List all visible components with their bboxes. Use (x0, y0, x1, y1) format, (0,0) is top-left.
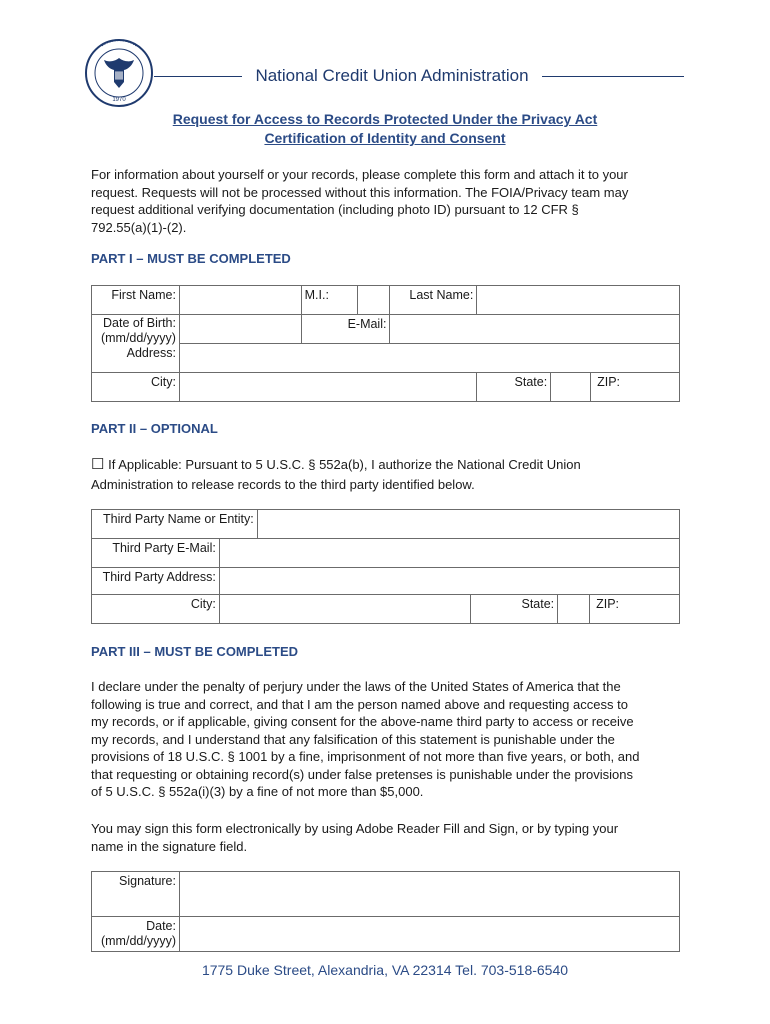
header-org-name: National Credit Union Administration (255, 66, 529, 85)
dob-label-line1: Date of Birth: (103, 316, 176, 330)
form-subtitle: Certification of Identity and Consent (264, 130, 506, 146)
email-label: E-Mail: (301, 315, 390, 344)
date-label-line1: Date: (146, 919, 176, 933)
signature-note-line: You may sign this form electronically by using Adobe Reader Fill and Sign, or by typing your (91, 821, 619, 836)
tp-name-label: Third Party Name or Entity: (92, 510, 258, 539)
part3-heading: PART III – MUST BE COMPLETED (91, 644, 299, 659)
first-name-label: First Name: (92, 286, 180, 315)
date-label-line2: (mm/dd/yyyy) (100, 934, 176, 948)
declaration-line: following is true and correct, and that I am the person named above and requesting access to (91, 696, 628, 712)
tp-zip-cell[interactable] (590, 595, 680, 624)
tp-email-label: Third Party E-Mail: (92, 539, 220, 568)
declaration-line: my records, or if applicable, giving consent for the above-name third party to access or receive (91, 714, 634, 729)
intro-line: request additional verifying documentation (including photo ID) pursuant to 12 CFR § (91, 202, 579, 217)
header-rule-left (154, 76, 242, 77)
mi-field[interactable] (357, 286, 390, 315)
tp-address-label: Third Party Address: (92, 568, 220, 595)
tp-state-label: State: (471, 595, 558, 624)
zip-cell[interactable] (591, 373, 680, 402)
declaration-line: provisions of 18 U.S.C. § 1001 by a fine, imprisonment of not more than five years, or both, and (91, 749, 640, 764)
date-label (92, 917, 180, 952)
tp-city-label: City: (92, 595, 220, 624)
email-field[interactable] (390, 315, 680, 344)
tp-city-field[interactable] (219, 595, 470, 624)
state-field[interactable] (551, 373, 591, 402)
zip-label: ZIP: (597, 375, 621, 389)
tp-address-field[interactable] (219, 568, 679, 595)
declaration-paragraph (91, 678, 681, 801)
part1-heading: PART I – MUST BE COMPLETED (91, 251, 291, 266)
part2-form-table (91, 509, 680, 624)
consent-line: If Applicable: Pursuant to 5 U.S.C. § 552a(b), I authorize the National Credit Union (108, 457, 581, 472)
signature-label: Signature: (92, 872, 180, 917)
address-label: Address: (126, 346, 176, 360)
tp-email-field[interactable] (219, 539, 679, 568)
state-label: State: (477, 373, 551, 402)
address-field[interactable] (179, 344, 679, 373)
declaration-line: I declare under the penalty of perjury under the laws of the United States of America that the (91, 679, 621, 694)
signature-note (91, 820, 681, 855)
ncua-seal-logo (84, 38, 154, 108)
intro-paragraph (91, 166, 681, 236)
signature-note-line: name in the signature field. (91, 838, 248, 854)
city-label: City: (92, 373, 180, 402)
consent-checkbox[interactable]: ☐ (91, 456, 105, 473)
intro-line: request. Requests will not be processed without this information. The FOIA/Privacy team may (91, 184, 629, 200)
date-field[interactable] (179, 917, 679, 952)
city-field[interactable] (179, 373, 476, 402)
declaration-line: my records, and I understand that any falsification of this statement is punishable under the (91, 731, 615, 747)
dob-label-line2: (mm/dd/yyyy) (100, 331, 176, 345)
first-name-field[interactable] (179, 286, 301, 315)
intro-line: 792.55(a)(1)-(2). (91, 219, 187, 235)
seal-year: 1970 (112, 97, 126, 103)
consent-line: Administration to release records to the third party identified below. (91, 477, 475, 492)
signature-table (91, 871, 680, 952)
consent-paragraph (91, 455, 681, 495)
declaration-line: that requesting or obtaining record(s) under false pretenses is punishable under the provisions (91, 766, 633, 782)
mi-label: M.I.: (301, 286, 357, 315)
header-rule-right (542, 76, 684, 77)
footer-address: 1775 Duke Street, Alexandria, VA 22314 Tel. 703-518-6540 (201, 962, 569, 978)
tp-name-field[interactable] (257, 510, 679, 539)
form-title: Request for Access to Records Protected Under the Privacy Act (172, 111, 598, 127)
dob-field[interactable] (179, 315, 301, 344)
part1-form-table (91, 285, 680, 402)
signature-field[interactable] (179, 872, 679, 917)
dob-label (92, 315, 180, 373)
intro-line: For information about yourself or your records, please complete this form and attach it to your (91, 167, 628, 182)
tp-zip-label: ZIP: (596, 597, 620, 611)
last-name-label: Last Name: (390, 286, 477, 315)
declaration-line: of 5 U.S.C. § 552a(i)(3) by a fine of not more than $5,000. (91, 784, 424, 799)
last-name-field[interactable] (477, 286, 680, 315)
part2-heading: PART II – OPTIONAL (91, 421, 218, 436)
tp-state-field[interactable] (558, 595, 590, 624)
